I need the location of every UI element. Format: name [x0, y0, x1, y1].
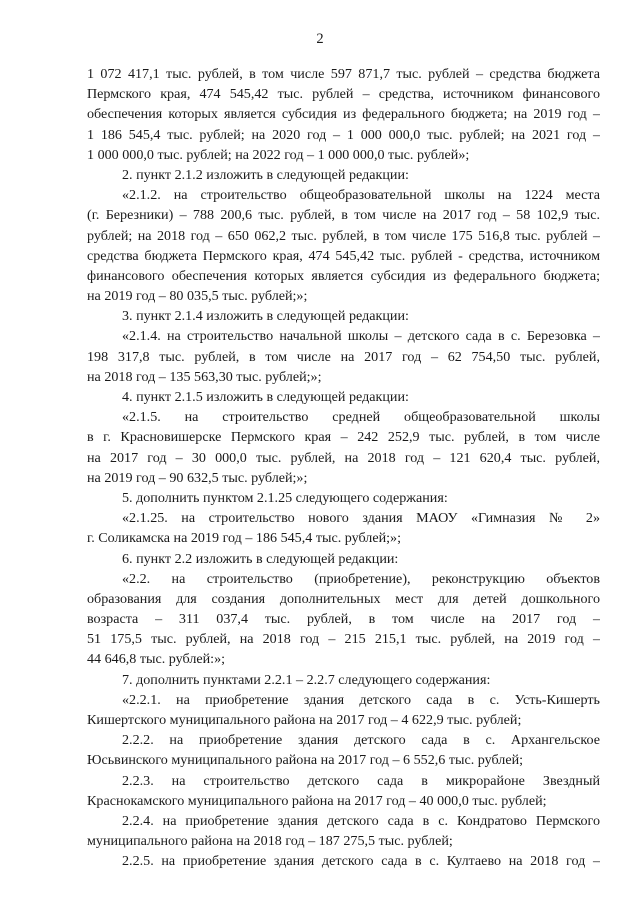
- text-line: «2.1.4. на строительство начальной школы – детского сада в с. Березовка –: [122, 328, 600, 345]
- text-line: муниципального района на 2018 год – 187 275,5 тыс. рублей;: [87, 833, 453, 850]
- text-line: 51 175,5 тыс. рублей, на 2018 год – 215 215,1 тыс. рублей, на 2019 год –: [87, 631, 600, 648]
- page-number: 2: [316, 31, 324, 47]
- text-line: «2.2.1. на приобретение здания детского сада в с. Усть-Кишерть: [122, 691, 600, 708]
- text-line: на 2019 год – 80 035,5 тыс. рублей;»;: [87, 288, 308, 305]
- text-line: средства бюджета Пермского края, 474 545,42 тыс. рублей - средства, источником: [87, 247, 600, 264]
- text-line: «2.2. на строительство (приобретение), реконструкцию объектов: [122, 570, 600, 587]
- text-line: «2.1.5. на строительство средней общеобразовательной школы: [122, 409, 600, 426]
- text-line: 2.2.3. на строительство детского сада в микрорайоне Звездный: [122, 772, 600, 789]
- text-line: Краснокамского муниципального района на 2017 год – 40 000,0 тыс. рублей;: [87, 792, 547, 809]
- text-line: возраста – 311 037,4 тыс. рублей, в том числе на 2017 год –: [87, 611, 600, 628]
- text-line: 5. дополнить пунктом 2.1.25 следующего содержания:: [122, 489, 448, 506]
- text-line: финансового обеспечения которых является субсидия из федерального бюджета;: [87, 267, 600, 284]
- text-line: в г. Красновишерске Пермского края – 242 252,9 тыс. рублей, в том числе: [87, 429, 600, 446]
- text-line: 2.2.4. на приобретение здания детского сада в с. Кондратово Пермского: [122, 812, 600, 829]
- text-line: 2.2.2. на приобретение здания детского сада в с. Архангельское: [122, 732, 600, 749]
- text-line: 1 186 545,4 тыс. рублей; на 2020 год – 1 000 000,0 тыс. рублей; на 2021 год –: [87, 126, 600, 143]
- text-line: обеспечения которых является субсидия из федерального бюджета; на 2019 год –: [87, 106, 600, 123]
- text-line: 1 072 417,1 тыс. рублей, в том числе 597 871,7 тыс. рублей – средства бюджета: [87, 66, 600, 82]
- text-line: 3. пункт 2.1.4 изложить в следующей редакции:: [122, 308, 409, 325]
- text-line: 2.2.5. на приобретение здания детского сада в с. Култаево на 2018 год –: [122, 853, 600, 870]
- text-line: 6. пункт 2.2 изложить в следующей редакции:: [122, 550, 399, 567]
- text-line: 2. пункт 2.1.2 изложить в следующей редакции:: [122, 166, 409, 183]
- text-line: образования для создания дополнительных мест для детей дошкольного: [87, 590, 600, 607]
- text-line: 4. пункт 2.1.5 изложить в следующей редакции:: [122, 389, 409, 405]
- text-line: на 2019 год – 90 632,5 тыс. рублей;»;: [87, 469, 308, 486]
- text-line: г. Соликамска на 2019 год – 186 545,4 тыс. рублей;»;: [87, 530, 401, 547]
- text-line: 7. дополнить пунктами 2.2.1 – 2.2.7 следующего содержания:: [122, 671, 491, 688]
- text-line: Кишертского муниципального района на 2017 год – 4 622,9 тыс. рублей;: [87, 712, 522, 728]
- text-line: 198 317,8 тыс. рублей, в том числе на 2017 год – 62 754,50 тыс. рублей,: [87, 348, 600, 365]
- text-line: «2.1.25. на строительство нового здания МАОУ «Гимназия № 2»: [122, 510, 600, 527]
- text-line: 1 000 000,0 тыс. рублей; на 2022 год – 1 000 000,0 тыс. рублей»;: [87, 146, 470, 163]
- document-body: [87, 64, 600, 872]
- text-line: рублей; на 2018 год – 650 062,2 тыс. рублей, в том числе 175 516,8 тыс. рублей –: [87, 227, 600, 244]
- text-line: на 2018 год – 135 563,30 тыс. рублей;»;: [87, 368, 322, 385]
- text-line: 44 646,8 тыс. рублей:»;: [87, 651, 226, 668]
- text-line: (г. Березники) – 788 200,6 тыс. рублей, в том числе на 2017 год – 58 102,9 тыс.: [87, 207, 600, 224]
- text-line: Пермского края, 474 545,42 тыс. рублей – средства, источником финансового: [87, 86, 600, 103]
- text-line: «2.1.2. на строительство общеобразовательной школы на 1224 места: [122, 187, 600, 204]
- text-line: на 2017 год – 30 000,0 тыс. рублей, на 2018 год – 121 620,4 тыс. рублей,: [87, 449, 600, 466]
- text-line: Юсьвинского муниципального района на 2017 год – 6 552,6 тыс. рублей;: [87, 752, 524, 769]
